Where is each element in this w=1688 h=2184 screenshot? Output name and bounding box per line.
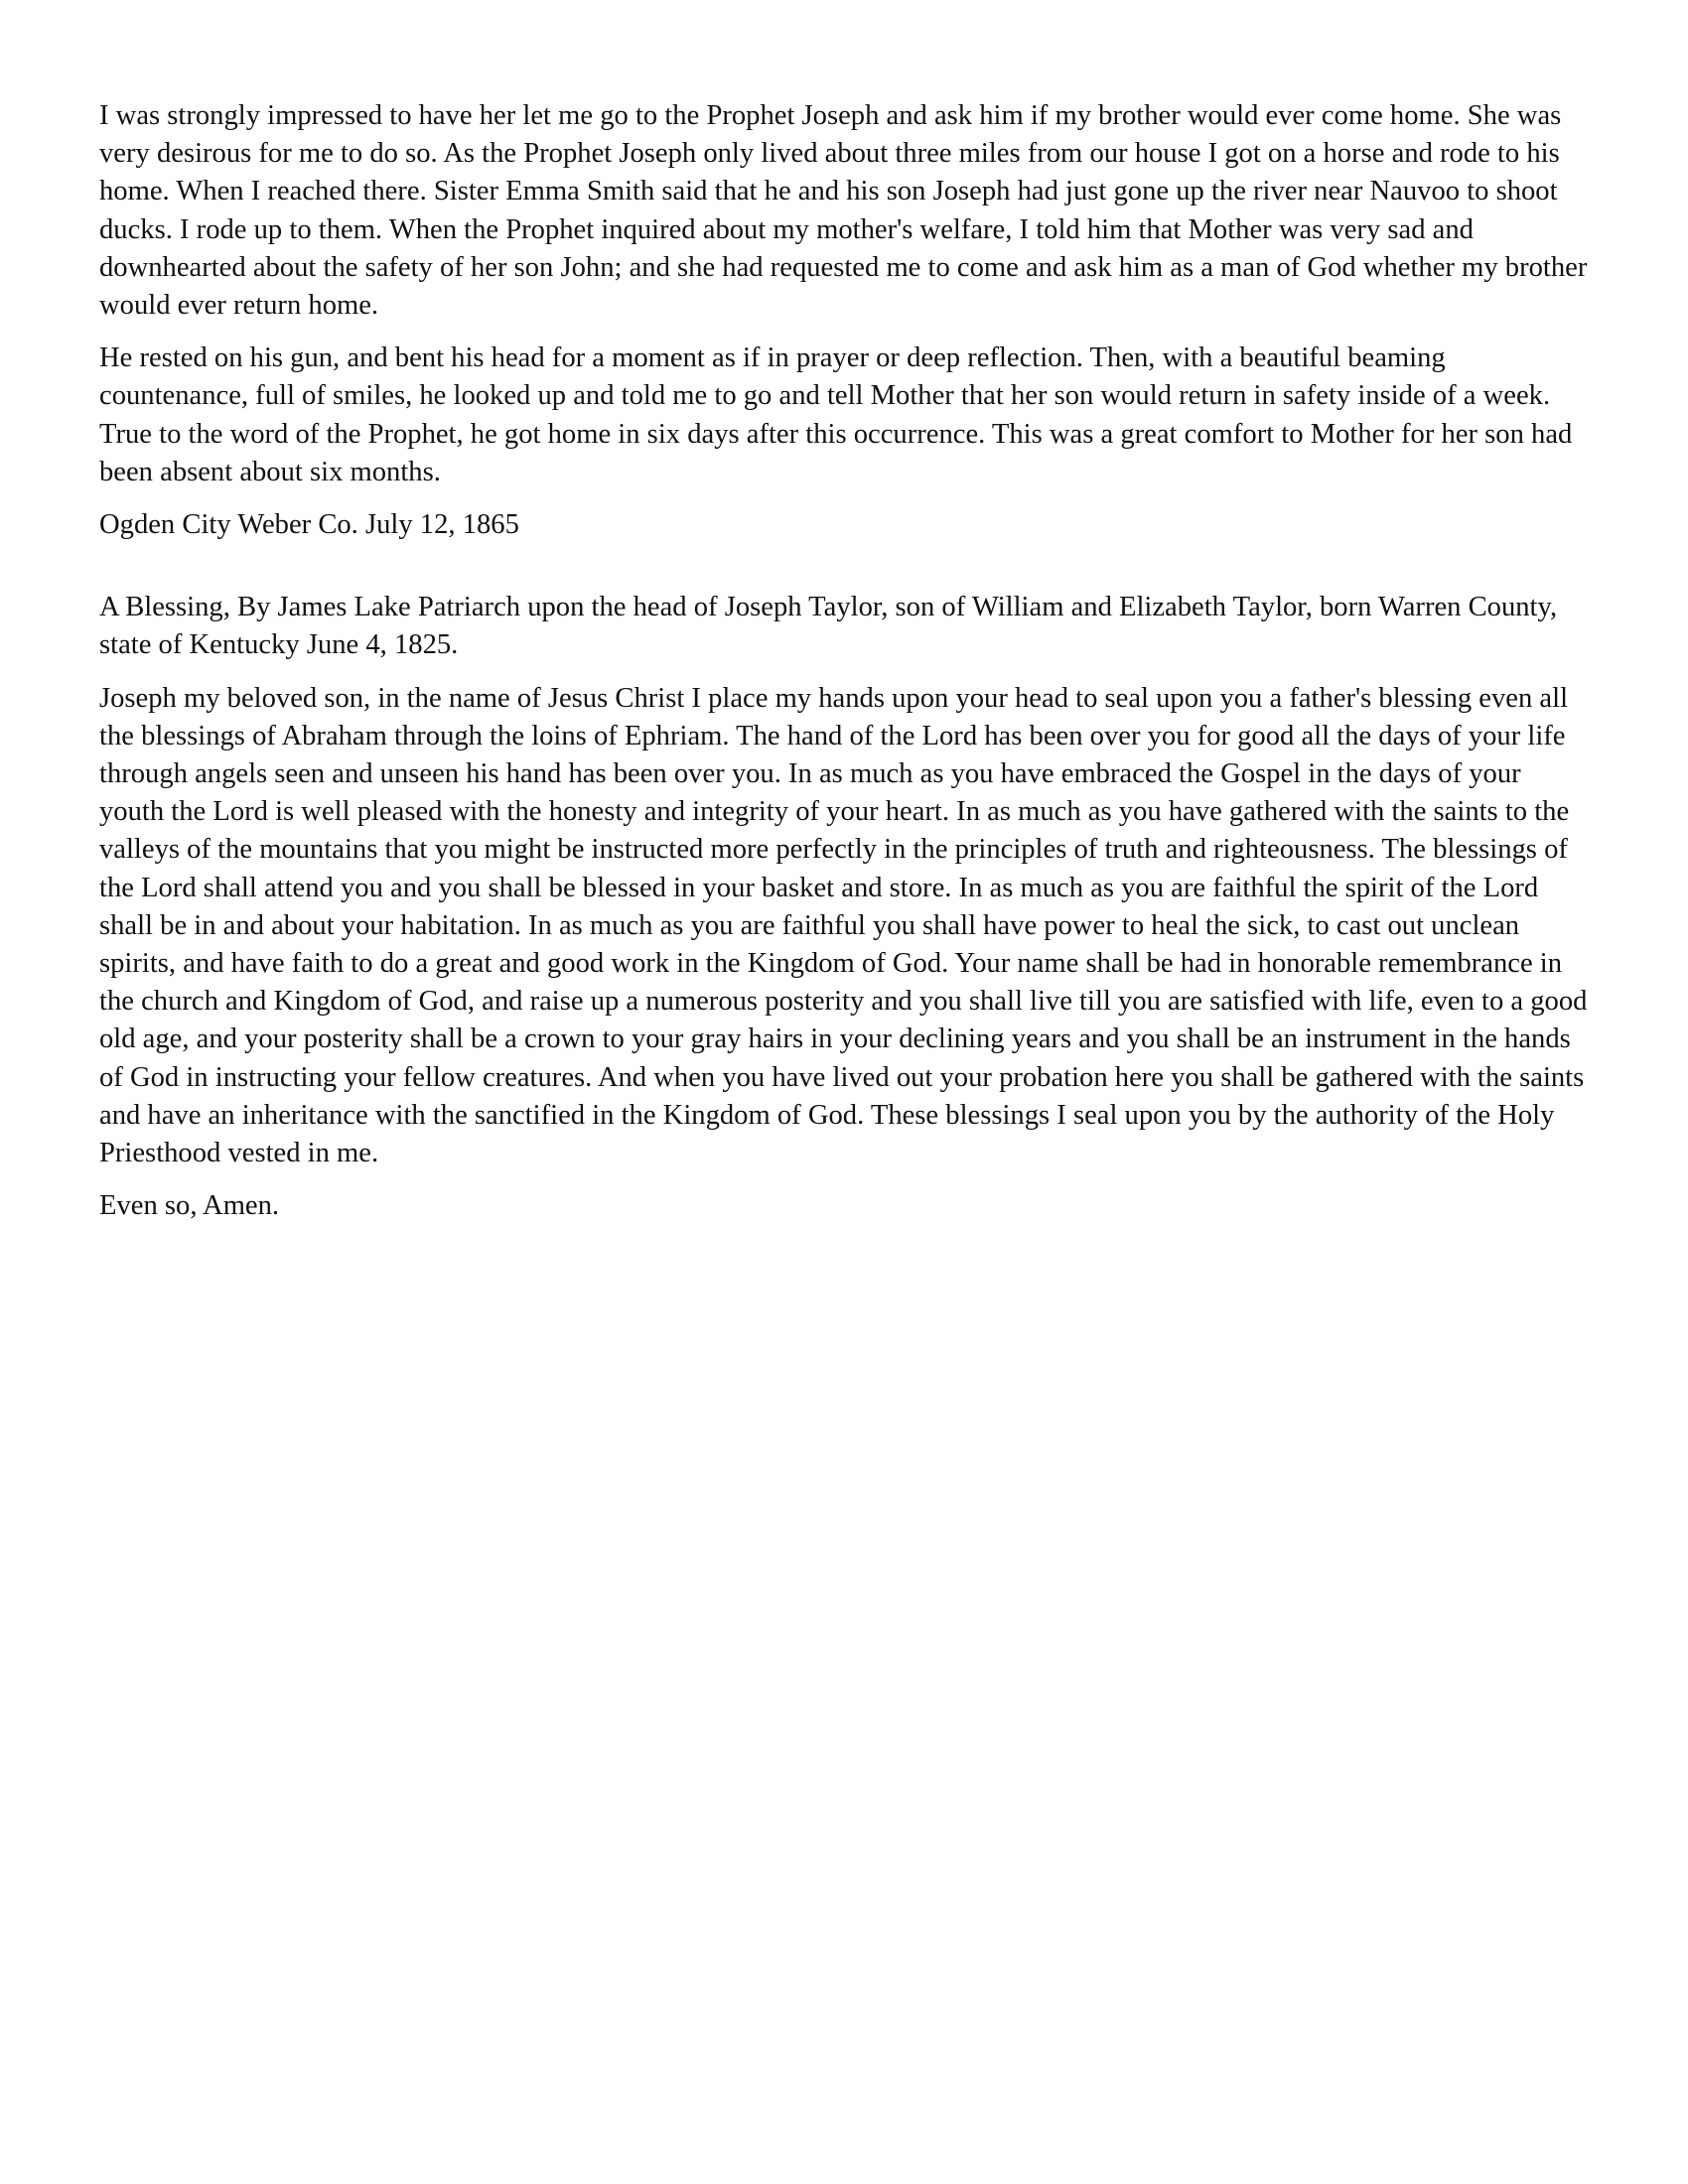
dateline: Ogden City Weber Co. July 12, 1865 <box>99 509 519 541</box>
paragraph-prophecy: He rested on his gun, and bent his head for a moment as if in prayer or deep reflection. Then, with a beautiful beaming countenance, full of smiles, he looked up and told me to go and tell Mother that her son would return in safety inside of a week. True to the word of the Prophet, he got home in six days after this occurrence. This was a great comfort to Mother for her son had been absent about six months. <box>99 342 1573 487</box>
closing-line: Even so, Amen. <box>99 1190 280 1222</box>
document-page <box>99 97 1589 1240</box>
paragraph-prophet-visit: I was strongly impressed to have her let me go to the Prophet Joseph and ask him if my brother would ever come home. She was very desirous for me to do so. As the Prophet Joseph only lived about three miles from our house I got on a horse and rode to his home. When I reached there. Sister Emma Smith said that he and his son Joseph had just gone up the river near Nauvoo to shoot ducks. I rode up to them. When the Prophet inquired about my mother's welfare, I told him that Mother was very sad and downhearted about the safety of her son John; and she had requested me to come and ask him as a man of God whether my brother would ever return home. <box>99 100 1588 322</box>
blessing-text: Joseph my beloved son, in the name of Jesus Christ I place my hands upon your head to seal upon you a father's blessing even all the blessings of Abraham through the loins of Ephriam. The hand of the Lord has been over you for good all the days of your life through angels seen and unseen his hand has been over you. In as much as you have embraced the Gospel in the days of your youth the Lord is well pleased with the honesty and integrity of your heart. In as much as you have gathered with the saints to the valleys of the mountains that you might be instructed more perfectly in the principles of truth and righteousness. The blessings of the Lord shall attend you and you shall be blessed in your basket and store. In as much as you are faithful the spirit of the Lord shall be in and about your habitation. In as much as you are faithful you shall have power to heal the sick, to cast out unclean spirits, and have faith to do a great and good work in the Kingdom of God. Your name shall be had in honorable remembrance in the church and Kingdom of God, and raise up a numerous posterity and you shall live till you are satisfied with life, even to a good old age, and your posterity shall be a crown to your gray hairs in your declining years and you shall be an instrument in the hands of God in instructing your fellow creatures. And when you have lived out your probation here you shall be gathered with the saints and have an inheritance with the sanctified in the Kingdom of God. These blessings I seal upon you by the authority of the Holy Priesthood vested in me. <box>99 682 1588 1169</box>
blessing-intro: A Blessing, By James Lake Patriarch upon the head of Joseph Taylor, son of William and Elizabeth Taylor, born Warren County, state of Kentucky June 4, 1825. <box>99 592 1558 661</box>
